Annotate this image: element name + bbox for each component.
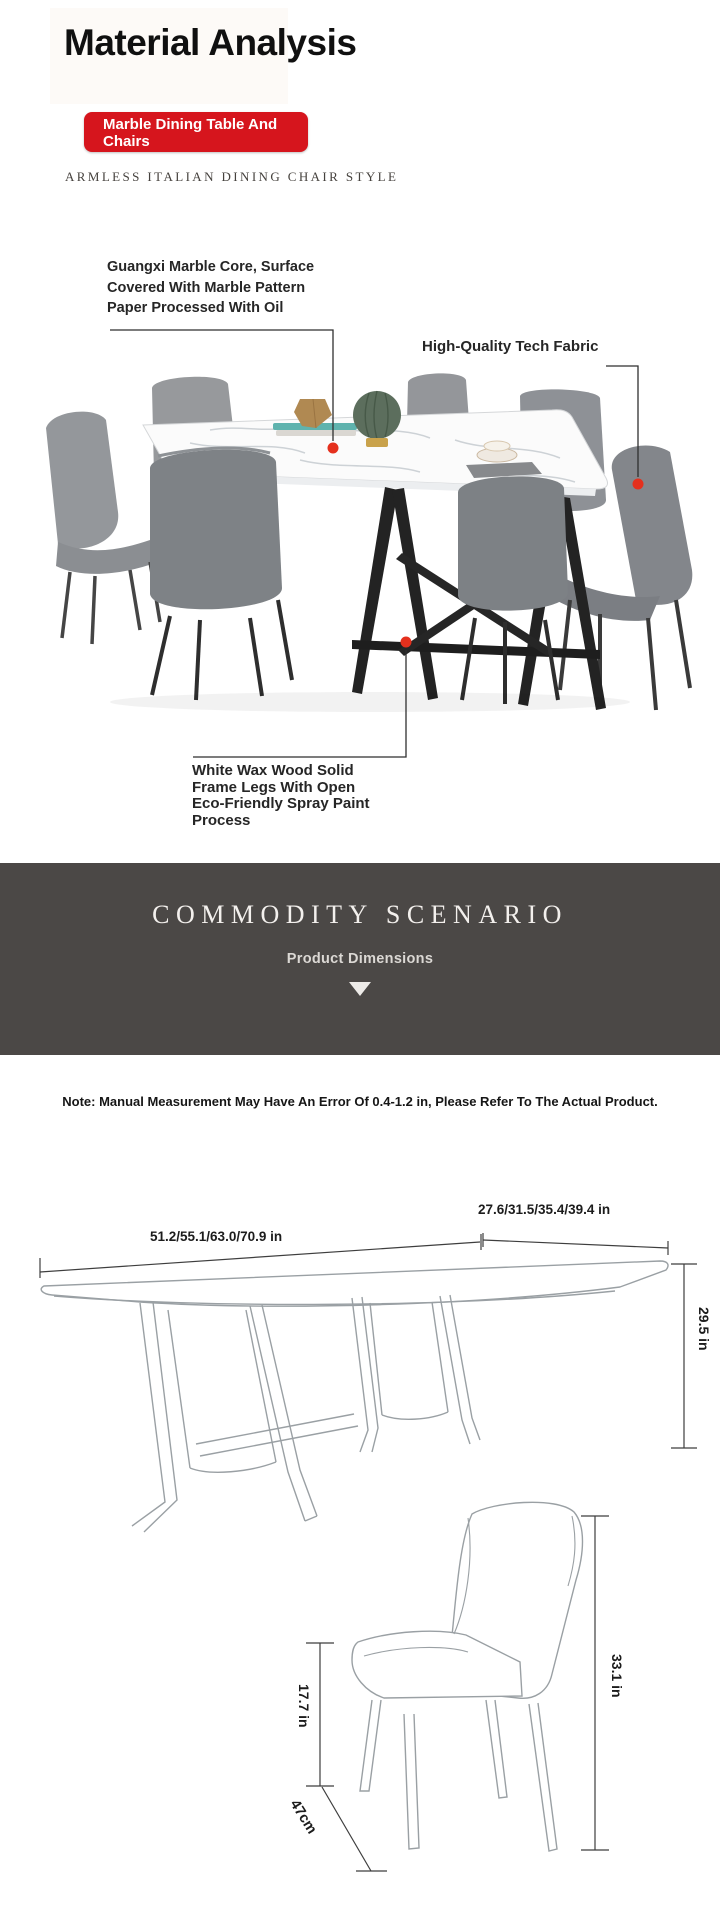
style-tagline: ARMLESS ITALIAN DINING CHAIR STYLE xyxy=(65,169,399,184)
chair-seat-height-label: 17.7 in xyxy=(296,1684,312,1728)
callout-line: White Wax Wood Solid xyxy=(192,762,354,779)
callout-marble-text xyxy=(107,257,314,319)
callout-line: Paper Processed With Oil xyxy=(107,300,284,316)
callout-line: Guangxi Marble Core, Surface xyxy=(107,259,315,275)
triangle-down-icon xyxy=(349,982,371,996)
measurement-note: Note: Manual Measurement May Have An Error Of 0.4-1.2 in, Please Refer To The Actual Product. xyxy=(62,1094,658,1109)
chair-dimension-sketch xyxy=(0,1480,720,1919)
legs-marker-dot xyxy=(401,637,412,648)
table-height-label: 29.5 in xyxy=(696,1307,712,1351)
floor-shadow xyxy=(110,692,630,712)
table-width-label: 27.6/31.5/35.4/39.4 in xyxy=(478,1202,611,1217)
callout-fabric-text: High-Quality Tech Fabric xyxy=(422,338,599,355)
chair-outline xyxy=(352,1502,583,1851)
callout-line: Covered With Marble Pattern xyxy=(107,279,306,296)
badge-line: Marble Dining Table And xyxy=(103,116,278,133)
table-length-label: 51.2/55.1/63.0/70.9 in xyxy=(150,1229,283,1244)
callout-line: Frame Legs With Open xyxy=(192,778,356,796)
table-dimension-lines xyxy=(40,1233,697,1448)
section-banner xyxy=(0,863,720,1055)
callout-legs-text xyxy=(192,763,370,829)
chair-height-label: 33.1 in xyxy=(609,1654,625,1698)
left-end-chair xyxy=(46,412,160,644)
banner-subtitle: Product Dimensions xyxy=(286,951,434,967)
marble-marker-dot xyxy=(328,443,339,454)
banner-title: COMMODITY SCENARIO xyxy=(152,900,568,929)
chair-depth-label: 47cm xyxy=(286,1797,320,1837)
fabric-marker-dot xyxy=(633,479,644,490)
badge-line: Chairs xyxy=(103,133,150,150)
page-title: Material Analysis xyxy=(64,22,357,63)
product-badge xyxy=(84,112,308,152)
callout-line: Process xyxy=(192,811,251,829)
callout-line: Eco-Friendly Spray Paint xyxy=(192,795,370,812)
